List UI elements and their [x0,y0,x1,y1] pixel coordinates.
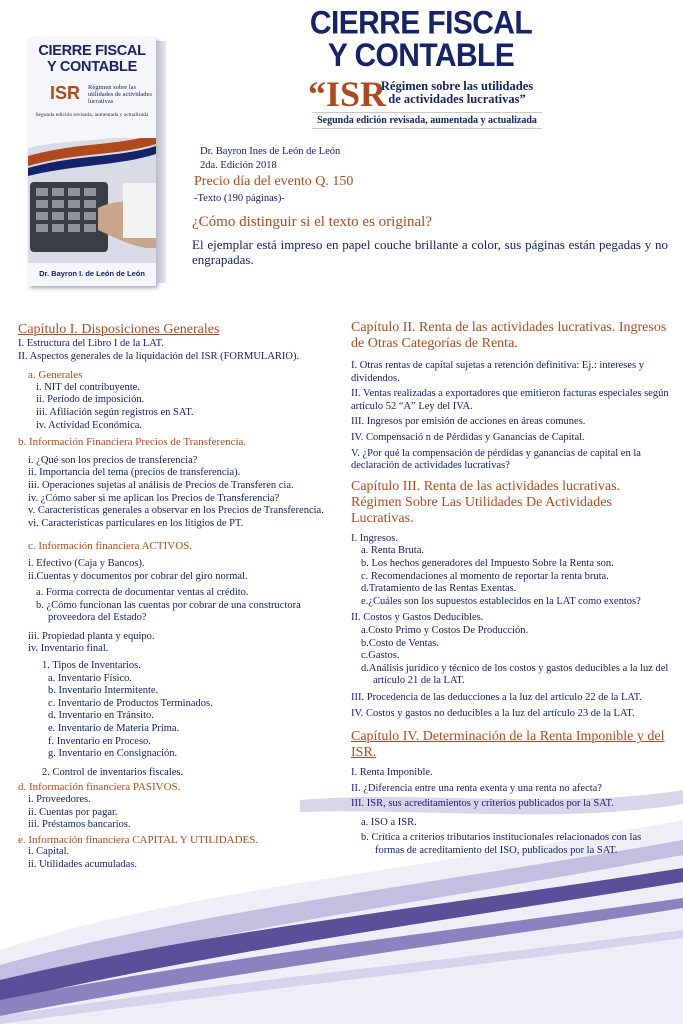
list-item: II. Aspectos generales de la liquidación del ISR (FORMULARIO). [18,350,300,362]
book-isr: ISR [50,83,81,103]
edition-text: Segunda edición revisada, aumentada y actualizada [312,112,542,129]
book-title-line2: Y CONTABLE [47,59,137,75]
page-title-line2: Y CONTABLE [327,37,515,74]
list-item: c.Gastos. [361,650,400,662]
chapter-3-heading: Capítulo III. Renta de las actividades lucrativas. Régimen Sobre Las Utilidades De Actividades Lucrativas. [351,478,621,526]
list-item: b. ¿Cómo funcionan las cuentas por cobrar de una constructora proveedora del Estado? [36,599,301,624]
isr-subtitle-line2: de actividades lucrativas” [388,92,526,106]
list-item: b. Crítica a criterios tributarios institucionales relacionados con las formas de acreditamiento del ISO, publicados por la SAT. [361,832,642,857]
list-item: 1. Tipos de Inventarios. [42,660,141,672]
page-title-line1: CIERRE FISCAL [309,5,533,42]
list-item: a.Costo Primo y Costos De Producción. [361,624,529,636]
book-spine [156,41,166,283]
section-a-heading: a. Generales [28,369,83,382]
edition-year-text: 2da. Edición 2018 [200,160,277,171]
list-item: b. Los hechos generadores del Impuesto Sobre la Renta son. [361,557,614,569]
calculator-photo [28,138,156,263]
list-item: d.Tratamiento de las Rentas Exentas. [361,583,517,595]
list-item: ii.Cuentas y documentos por cobrar del giro normal. [28,570,248,582]
list-item: II. Ventas realizadas a exportadores que emitieron facturas especiales según artículo 52 “A” Ley del IVA. [351,388,669,412]
list-item: g. Inventario en Consignación. [48,748,178,760]
book-cover-image [28,38,168,286]
list-item: e.¿Cuáles son los supuestos establecidos en la LAT como exentos? [361,595,641,607]
book-subtitle: Régimen sobre las utilidades de actividades lucrativas [88,84,152,105]
list-item: iii. Afiliación según registros en SAT. [36,406,194,418]
question-heading: ¿Cómo distinguir si el texto es original? [192,214,432,230]
list-item: ii. Utilidades acumuladas. [28,858,138,870]
author-text: Dr. Bayron Ines de León de León [200,146,341,157]
list-item: III. ISR, sus acreditamientos y criterios publicados por la SAT. [351,798,614,810]
list-item: ii. Período de imposición. [36,394,145,406]
chapter-2-heading: Capítulo II. Renta de las actividades lucrativas. Ingresos de Otras Categorías de Renta. [351,320,667,351]
list-item: III. Ingresos por emisión de acciones en áreas comunes. [351,416,586,428]
list-item: 2. Control de inventarios fiscales. [42,766,184,778]
list-item: II. ¿Diferencia entre una renta exenta y una renta no afecta? [351,782,602,794]
list-item: c. Recomendaciones al momento de reportar la renta bruta. [361,570,609,582]
list-item: i. Efectivo (Caja y Bancos). [28,557,145,569]
list-item: ii. Cuentas por pagar. [28,806,118,818]
list-item: a. ISO a ISR. [361,816,417,828]
list-item: c. Inventario de Productos Terminados. [48,697,213,709]
list-item: iv. Actividad Económica. [36,419,143,431]
list-item: I. Ingresos. [351,532,398,544]
pages-text: -Texto (190 páginas)- [194,193,285,204]
list-item: V. ¿Por qué la compensación de pérdidas y ganancias de capital en la declaración de actividades lucrativas? [351,447,641,472]
list-item: ii. Importancia del tema (precios de transferencia). [28,467,241,479]
list-item: i. Capital. [28,846,70,858]
page-title [286,5,556,74]
list-item: b. Inventario Intermitente. [48,685,159,697]
isr-subtitle [372,80,542,106]
list-item: b.Costo de Ventas. [361,637,439,649]
list-item: v. Características generales a observar en los Precios de Transferencia. [28,505,324,517]
list-item: iii. Propiedad planta y equipo. [28,630,155,642]
isr-subtitle-line1: Régimen sobre las utilidades [380,79,534,93]
list-item: d. Inventario en Tránsito. [48,710,154,722]
chapter-4-heading: Capítulo IV. Determinación de la Renta Imponible y del ISR. [351,729,665,761]
book-edition: Segunda edición revisada, aumentada y actualizada [35,112,149,118]
section-b-heading: b. Información Financiera Precios de Transferencia. [18,436,247,449]
list-item: IV. Compensació n de Pérdidas y Ganancias de Capital. [351,431,585,443]
isr-heading: “ISR [308,74,387,114]
section-c-heading: c. Información financiera ACTIVOS. [28,540,193,553]
book-front [28,38,156,286]
right-column [351,320,669,858]
list-item: I. Otras rentas de capital sujetas a retención definitiva: Ej.: intereses y dividendos. [351,360,645,384]
list-item: d.Análisis jurídico y técnico de los costos y gastos deducibles a la luz del artículo 21 de la LAT. [361,662,669,687]
list-item: a. Renta Bruta. [361,545,424,557]
list-item: a. Inventario Físico. [48,672,132,684]
list-item: i. NIT del contribuyente. [36,381,140,393]
list-item: II. Costos y Gastos Deducibles. [351,612,484,624]
list-item: IV. Costos y gastos no deducibles a la luz del artículo 23 de la LAT. [351,708,635,720]
list-item: i. ¿Qué son los precios de transferencia? [28,454,198,466]
list-item: III. Procedencia de las deducciones a la luz del artículo 22 de la LAT. [351,691,643,703]
list-item: iv. Inventario final. [28,643,109,655]
chapter-1-heading: Capítulo I. Disposiciones Generales [18,322,220,337]
price-text: Precio día del evento Q. 150 [194,174,354,189]
list-item: vi. Características particulares en los litigios de PT. [28,517,244,529]
list-item: f. Inventario en Proceso. [48,735,151,747]
list-item: a. Forma correcta de documentar ventas al crédito. [36,587,249,599]
list-item: I. Renta Imponible. [351,767,433,779]
list-item: I. Estructura del Libro I de la LAT. [18,338,164,349]
left-column [18,322,330,872]
list-item: e. Inventario de Materia Prima. [48,723,180,735]
book-author: Dr. Bayron I. de León de León [39,269,145,278]
section-e-heading: e. Información financiera CAPITAL Y UTILIDADES. [18,833,259,846]
book-title-line1: CIERRE FISCAL [38,43,146,59]
section-d-heading: d. Información financiera PASIVOS. [18,781,181,794]
description-text: El ejemplar está impreso en papel couche brillante a color, sus páginas están pegadas y no engrapadas. [192,237,668,267]
list-item: iv. ¿Cómo saber si me aplican los Precios de Transferencia? [28,492,280,504]
list-item: i. Proveedores. [28,794,91,805]
list-item: iii. Préstamos bancarios. [28,819,131,831]
list-item: iii. Operaciones sujetas al análisis de Precios de Transferen cia. [28,479,294,491]
